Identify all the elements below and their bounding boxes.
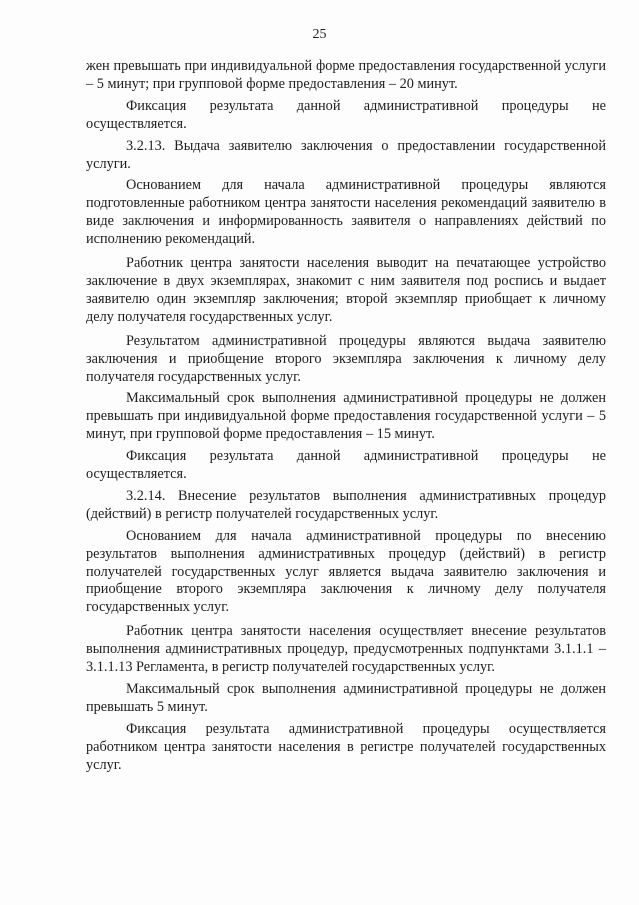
paragraph: Основанием для начала административной процедуры являются подготовленные работником центра занятости населения рекомендаций заявителю в виде заключения и информированность заявителя о направлениях действий по исполнению рекомендаций. — [86, 177, 606, 248]
paragraph: Максимальный срок выполнения административной процедуры не должен превышать при индивидуальной форме предоставления государственной услуги – 5 минут, при групповой форме предоставления – 15 минут. — [86, 390, 606, 443]
paragraph-continuation: жен превышать при индивидуальной форме предоставления государственной услуги – 5 минут; при групповой форме предоставления – 20 минут. — [86, 58, 606, 92]
paragraph: Фиксация результата данной административной процедуры не осуществляется. — [86, 97, 606, 132]
paragraph: Основанием для начала административной процедуры по внесению результатов выполнения административных процедур (действий) в регистр получателей государственных услуг является выдача заявителю заключения и приобщение второго экземпляра заключения к личному делу получателя государственных услуг. — [86, 527, 606, 616]
paragraph: Максимальный срок выполнения административной процедуры не должен превышать 5 минут. — [86, 681, 606, 715]
paragraph: Фиксация результата данной административной процедуры не осуществляется. — [86, 448, 606, 483]
paragraph: Результатом административной процедуры являются выдача заявителю заключения и приобщение второго экземпляра заключения к личному делу получателя государственных услуг. — [86, 332, 606, 385]
paragraph: Работник центра занятости населения осуществляет внесение результатов выполнения административных процедур, предусмотренных подпунктами 3.1.1.1 – 3.1.1.13 Регламента, в регистр получателей государственных услуг. — [86, 623, 606, 676]
section-heading-3-2-14: 3.2.14. Внесение результатов выполнения административных процедур (действий) в регистр получателей государственных услуг. — [86, 487, 606, 522]
page-number: 25 — [312, 27, 327, 42]
paragraph: Работник центра занятости населения выводит на печатающее устройство заключение в двух экземплярах, знакомит с ним заявителя под роспись и выдает заявителю один экземпляр заключения; второй экземпляр приобщает к личному делу получателя государственных услуг. — [86, 255, 606, 325]
section-heading-3-2-13: 3.2.13. Выдача заявителю заключения о предоставлении государственной услуги. — [86, 137, 606, 172]
paragraph: Фиксация результата административной процедуры осуществляется работником центра занятости населения в регистре получателей государственных услуг. — [86, 720, 606, 773]
document-body — [86, 58, 606, 779]
